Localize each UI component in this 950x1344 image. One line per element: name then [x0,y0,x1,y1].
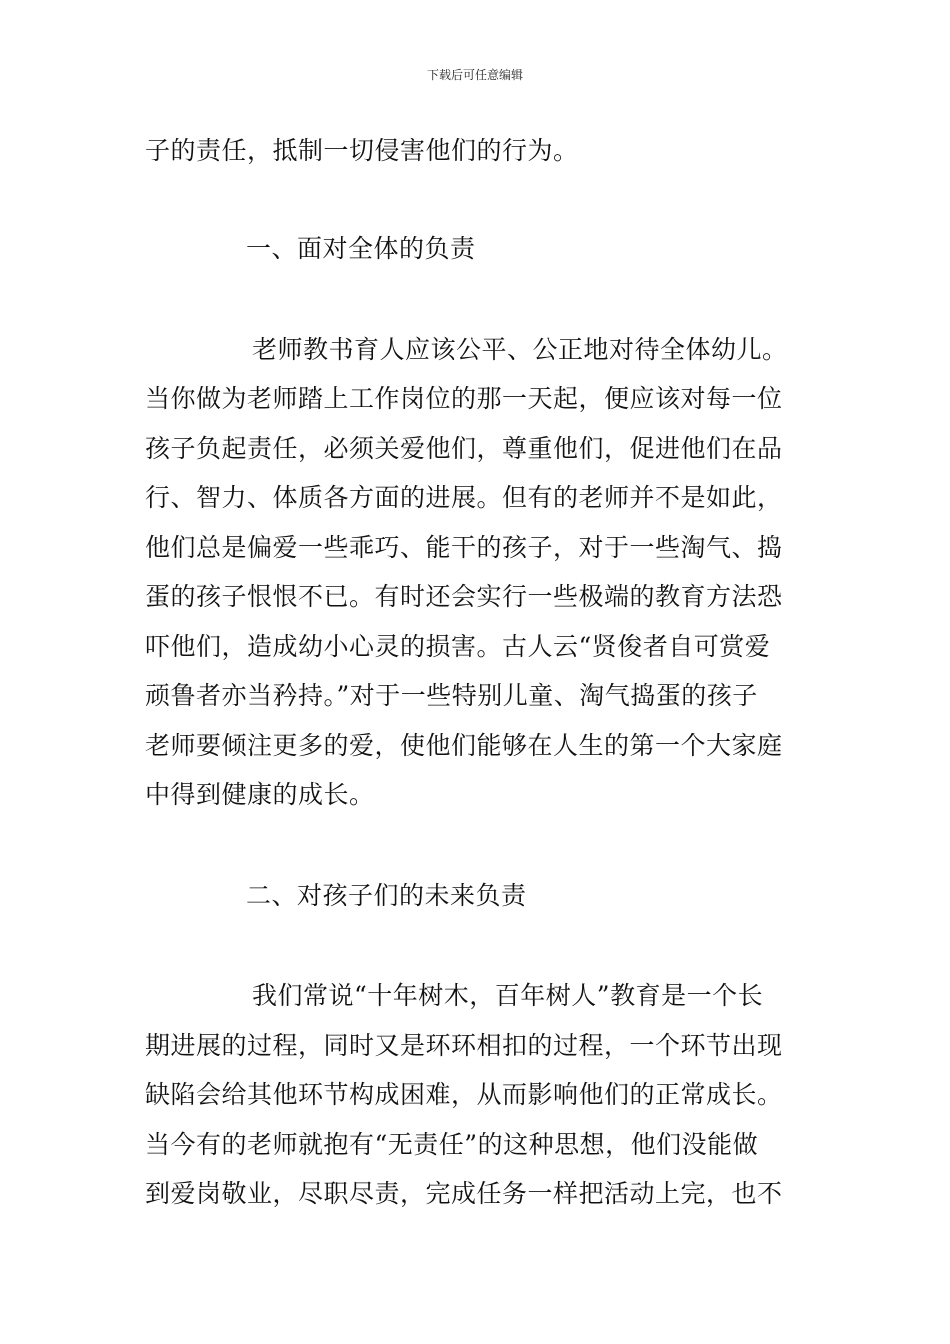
paragraph-line: 蛋的孩子恨恨不已。有时还会实行一些极端的教育方法恐 [145,582,783,611]
paragraph-line: 缺陷会给其他环节构成困难，从而影响他们的正常成长。 [145,1080,783,1109]
paragraph-line: 吓他们，造成幼小心灵的损害。古人云“贤俊者自可赏爱 [145,632,771,661]
paragraph-line: 我们常说“十年树木，百年树人”教育是一个长 [252,981,764,1010]
paragraph-line: 中得到健康的成长。 [145,780,375,809]
paragraph-line: 行、智力、体质各方面的进展。但有的老师并不是如此， [145,483,783,512]
paragraph-line: 当你做为老师踏上工作岗位的那一天起，便应该对每一位 [145,384,783,413]
paragraph-line: 当今有的老师就抱有“无责任”的这种思想，他们没能做 [145,1130,759,1159]
section-heading: 二、对孩子们的未来负责 [246,881,527,910]
section-heading: 一、面对全体的负责 [246,234,476,263]
paragraph-line: 老师要倾注更多的爱，使他们能够在人生的第一个大家庭 [145,731,783,760]
paragraph-line: 顽鲁者亦当矜持。”对于一些特别儿童、淘气捣蛋的孩子 [145,681,758,710]
paragraph-line: 期进展的过程，同时又是环环相扣的过程，一个环节出现 [145,1031,783,1060]
paragraph-line: 到爱岗敬业，尽职尽责，完成任务一样把活动上完，也不 [145,1179,783,1208]
paragraph-line: 老师教书育人应该公平、公正地对待全体幼儿。 [252,335,788,364]
paragraph-line: 孩子负起责任，必须关爱他们，尊重他们，促进他们在品 [145,434,783,463]
paragraph-line: 子的责任，抵制一切侵害他们的行为。 [145,136,579,165]
header-note: 下载后可任意编辑 [426,68,523,82]
paragraph-line: 他们总是偏爱一些乖巧、能干的孩子，对于一些淘气、捣 [145,533,783,562]
